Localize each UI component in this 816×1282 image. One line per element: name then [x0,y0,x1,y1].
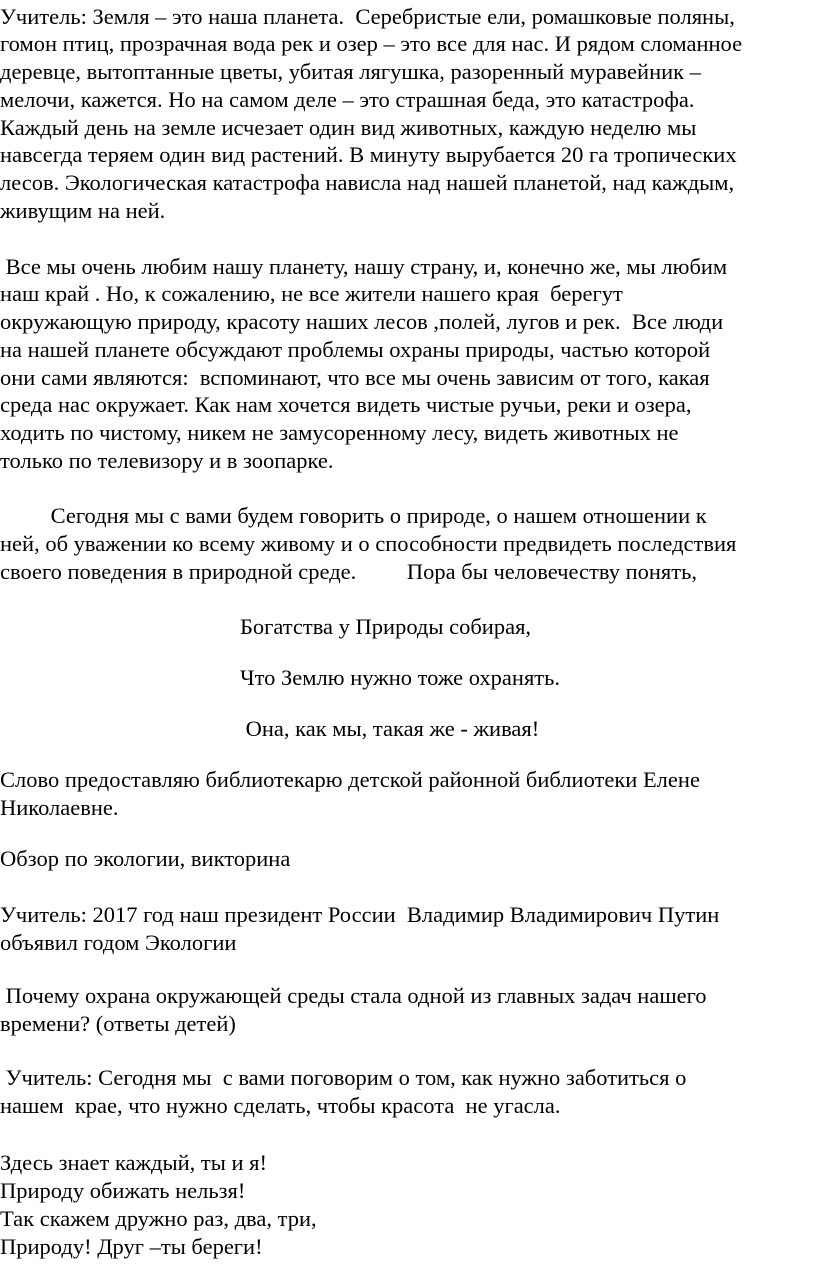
text-line: Почему охрана окружающей среды стала одной из главных задач нашего [0,983,707,1008]
text-line: Учитель: Сегодня мы с вами поговорим о том, как нужно заботиться о [0,1065,687,1090]
text-line: среда нас окружает. Как нам хочется видеть чистые ручьи, реки и озера, [0,392,692,417]
poem-line: Природу! Друг –ты береги! [0,1234,263,1259]
text-line: ней, об уважении ко всему живому и о способности предвидеть последствия [0,531,737,556]
text-line: лесов. Экологическая катастрофа нависла над нашей планетой, над каждым, [0,170,735,195]
text-line: мелочи, кажется. Но на самом деле – это страшная беда, это катастрофа. [0,87,695,112]
text-line: гомон птиц, прозрачная вода рек и озер – это все для нас. И рядом сломанное [0,31,743,56]
text-line: Учитель: 2017 год наш президент России Владимир Владимирович Путин [0,902,720,927]
text-line: Николаевне. [0,795,119,820]
text-line: на нашей планете обсуждают проблемы охраны природы, частью которой [0,337,711,362]
text-line: Сегодня мы с вами будем говорить о природе, о нашем отношении к [0,503,707,528]
text-line: Каждый день на земле исчезает один вид животных, каждую неделю мы [0,115,697,140]
text-line: Обзор по экологии, викторина [0,846,291,871]
text-line: своего поведения в природной среде. Пора бы человечеству понять, [0,559,697,584]
text-line: деревце, вытоптанные цветы, убитая лягушка, разоренный муравейник – [0,59,701,84]
text-line: навсегда теряем один вид растений. В минуту вырубается 20 га тропических [0,142,737,167]
text-line: времени? (ответы детей) [0,1011,236,1036]
text-line: объявил годом Экологии [0,930,237,955]
text-line: Слово предоставляю библиотекарю детской районной библиотеки Елене [0,767,700,792]
text-line: они сами являются: вспоминают, что все мы очень зависим от того, какая [0,365,710,390]
text-line: Учитель: Земля – это наша планета. Серебристые ели, ромашковые поляны, [0,4,735,29]
poem-line: Природу обижать нельзя! [0,1178,246,1203]
text-line: только по телевизору и в зоопарке. [0,448,334,473]
text-line: ходить по чистому, никем не замусоренному лесу, видеть животных не [0,420,679,445]
poem-line: Она, как мы, такая же - живая! [240,716,540,741]
poem-line: Богатства у Природы собирая, [240,614,532,639]
text-line: наш край . Но, к сожалению, не все жители нашего края берегут [0,281,623,306]
poem-line: Здесь знает каждый, ты и я! [0,1150,268,1175]
text-line: Все мы очень любим нашу планету, нашу страну, и, конечно же, мы любим [0,254,728,279]
text-line: окружающую природу, красоту наших лесов ,полей, лугов и рек. Все люди [0,309,724,334]
poem-line: Что Землю нужно тоже охранять. [240,665,561,690]
text-line: нашем крае, что нужно сделать, чтобы красота не угасла. [0,1093,561,1118]
text-line: живущим на ней. [0,198,166,223]
poem-line: Так скажем дружно раз, два, три, [0,1206,317,1231]
